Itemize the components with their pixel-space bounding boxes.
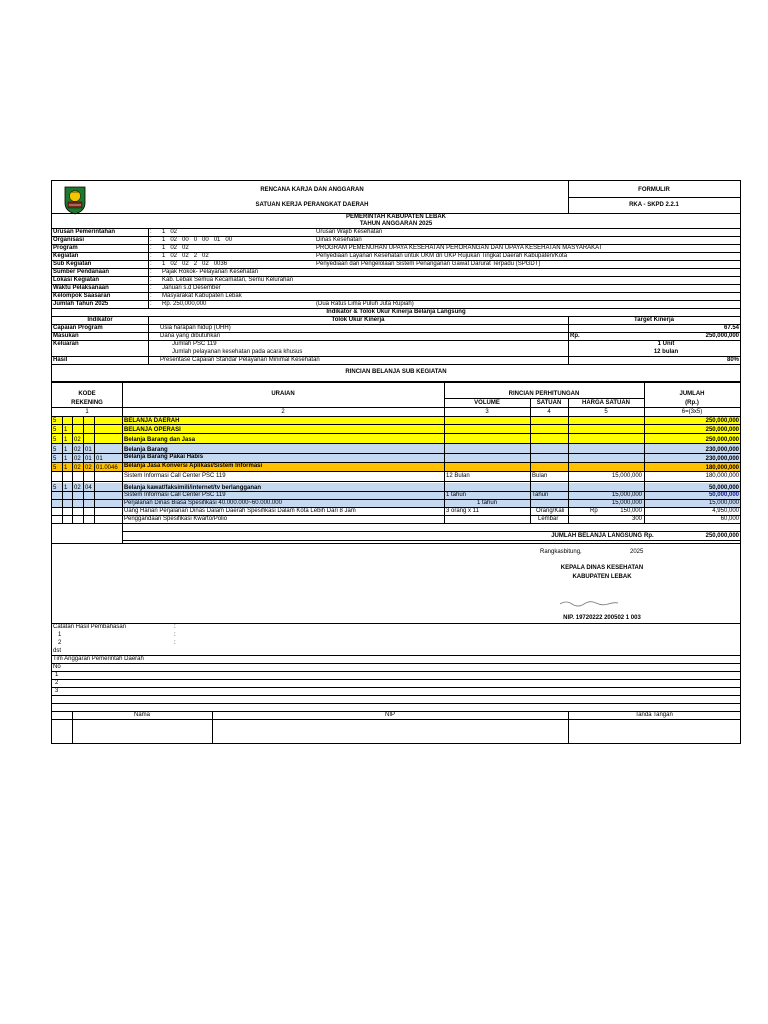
jumlah-cell: 250,000,000: [705, 427, 739, 433]
sign-year: 2025: [630, 549, 644, 555]
catatan-colon: :: [174, 624, 176, 630]
info-colon: :: [150, 285, 152, 291]
jumlah-cell: 50,000,000: [708, 492, 739, 498]
kode-cell: 1: [64, 437, 68, 443]
kinerja-target: 67.54: [723, 325, 739, 331]
head-harga: HARGA SATUAN: [582, 400, 630, 406]
satuan-cell: Bulan: [532, 473, 548, 479]
sign-nip: NIP. 19720222 200502 1 003: [563, 615, 641, 621]
kinerja-tolok: Usia harapan hidup (UHH): [160, 325, 231, 331]
info-desc: PROGRAM PEMENUHAN UPAYA KESEHATAN PERORANGAN DAN UPAYA KESEHATAN MASYARAKAT: [316, 245, 603, 251]
kode-cell: 1: [64, 456, 68, 462]
catatan-item-number: 1: [58, 632, 62, 638]
jumlah-cell: 250,000,000: [705, 418, 739, 424]
kinerja-col-indikator: Indikator: [87, 317, 113, 323]
uraian-cell: BELANJA OPERASI: [124, 427, 181, 433]
catatan-item-number: 2: [58, 640, 62, 646]
info-value: Januari s.d Desember: [162, 285, 221, 291]
kode-cell: 01: [85, 456, 92, 462]
info-value: Kab. Lebak Semua Kecamatan, Semu Kelurahan: [162, 277, 294, 283]
info-code: 1 02 02 2 02: [162, 253, 209, 259]
formulir-code: RKA - SKPD 2.2.1: [629, 202, 679, 208]
kode-cell: 1: [64, 485, 68, 491]
uraian-cell: Perjalanan Dinas Biasa Spesifikasi 40.000.000~60.000.000: [124, 500, 282, 506]
info-label: Sub Kegiatan: [53, 261, 92, 267]
kinerja-target-prefix: Rp.: [570, 333, 580, 339]
tim-row-number: 2: [55, 680, 59, 686]
rka-form-sheet: [51, 180, 741, 744]
num-col: 2: [281, 409, 285, 415]
kode-cell: 5: [53, 456, 57, 462]
uraian-cell: Sistem Informasi Call Center PSC 119: [124, 492, 226, 498]
num-col: 6=(3x5): [681, 409, 703, 415]
formulir-label: FORMULIR: [638, 187, 670, 193]
kode-cell: 02: [74, 437, 81, 443]
sign-position-2: KABUPATEN LEBAK: [572, 574, 632, 580]
kode-cell: 01: [85, 447, 92, 453]
head-kode: KODE: [78, 391, 96, 397]
tahun-anggaran: TAHUN ANGGARAN 2025: [359, 221, 433, 227]
kinerja-target: 1 Unit: [657, 341, 675, 347]
uraian-cell: Belanja Barang Pakai Habis: [124, 454, 204, 460]
kinerja-indikator: Capaian Program: [53, 325, 103, 331]
satuan-cell: Lembar: [538, 516, 559, 522]
catatan-label: Catatan Hasil Pembahasan: [53, 624, 127, 630]
jumlah-cell: 230,000,000: [705, 447, 739, 453]
header-title-line2: SATUAN KERJA PERANGKAT DAERAH: [255, 202, 369, 208]
jumlah-cell: 4,950,000: [712, 508, 739, 514]
tim-row-number: 3: [55, 688, 59, 694]
kode-cell: 5: [53, 418, 57, 424]
uraian-cell: Uang Harian Perjalanan Dinas Dalam Daerah Spesifikasi Dalam Kota Lebih Dari 8 Jam: [124, 508, 356, 514]
kinerja-tolok: Presentase Capaian Standar Pelayanan Minimal Kesehatan: [160, 357, 320, 363]
head-uraian: URAIAN: [271, 391, 295, 397]
jumlah-cell: 15,000,000: [708, 500, 739, 506]
info-label: Organisasi: [53, 237, 85, 243]
satuan-cell: Orang/Kali: [536, 508, 565, 514]
info-code: 1 02: [162, 229, 178, 235]
kode-cell: 02: [85, 465, 92, 471]
uraian-cell: Belanja kawat/faksimili/internet/tv berlangganan: [124, 485, 262, 491]
info-colon: :: [150, 253, 152, 259]
head-rekening: REKENING: [71, 400, 103, 406]
jumlah-cell: 50,000,000: [708, 485, 739, 491]
jumlah-cell: 60,000: [720, 516, 739, 522]
info-colon: :: [150, 301, 152, 307]
tim-no-header: No: [53, 664, 61, 670]
harga-cell: 15,000,000: [611, 500, 642, 506]
pemerintah-title: PEMERINTAH KABUPATEN LEBAK: [346, 214, 446, 220]
info-colon: :: [150, 277, 152, 283]
total-rp: Rp.: [644, 533, 654, 539]
sign-place: Rangkasbitung,: [540, 549, 582, 555]
head-volume: VOLUME: [474, 400, 500, 406]
kode-cell: 1: [64, 447, 68, 453]
volume-cell: 1 tahun: [476, 500, 498, 506]
num-col: 1: [85, 409, 89, 415]
info-code: 1 02 00 0 00 01 00: [162, 237, 233, 243]
kinerja-tolok: Dana yang dibutuhkan: [160, 333, 221, 339]
jumlah-cell: 250,000,000: [705, 437, 739, 443]
uraian-cell: BELANJA DAERAH: [124, 418, 180, 424]
kabupaten-logo-icon: [62, 185, 88, 215]
volume-cell: 3 orang x 11: [446, 508, 479, 514]
kode-cell: 5: [53, 485, 57, 491]
uraian-cell: Sistem Informasi Call Center PSC 119: [124, 473, 226, 479]
kode-cell: 5: [53, 465, 57, 471]
catatan-colon: :: [174, 632, 176, 638]
info-value: Pajak Rokok- Pelayanan Kesehatan: [162, 269, 259, 275]
kode-cell: 02: [74, 456, 81, 462]
signature-scribble: [558, 599, 620, 607]
info-desc: Dinas Kesehatan: [316, 237, 362, 243]
catatan-colon: :: [174, 640, 176, 646]
info-label: Sumber Pendanaan: [53, 269, 110, 275]
tim-row-number: 1: [55, 672, 59, 678]
head-satuan: SATUAN: [536, 400, 562, 406]
info-colon: :: [150, 293, 152, 299]
info-code: 1 02 02: [162, 245, 189, 251]
uraian-cell: Penggandaan Spesifikasi Kwarto/Polio: [124, 516, 228, 522]
info-label: Waktu Pelaksanaan: [53, 285, 109, 291]
col-tanda-tangan: Tanda Tangan: [635, 712, 673, 718]
kode-cell: 01: [96, 456, 103, 462]
info-colon: :: [150, 237, 152, 243]
kinerja-indikator: Masukan: [53, 333, 79, 339]
info-label: Kegiatan: [53, 253, 79, 259]
tim-anggaran-label: Tim Anggaran Pemerintah Daerah: [53, 656, 144, 662]
volume-cell: 1 tahun: [446, 492, 467, 498]
kode-cell: 5: [53, 447, 57, 453]
rincian-title: RINCIAN BELANJA SUB KEGIATAN: [345, 369, 447, 375]
kode-cell: 5: [53, 437, 57, 443]
uraian-cell: Belanja Barang dan Jasa: [124, 437, 196, 443]
catatan-dst: dst: [53, 648, 62, 654]
info-desc: Urusan Wajib Kesehatan: [316, 229, 383, 235]
info-terbilang: (Dua Ratus Lima Puluh Juta Rupiah): [316, 301, 414, 307]
kinerja-target: 80%: [726, 357, 739, 363]
kinerja-tolok: Jumlah pelayanan kesehatan pada acara khusus: [172, 349, 303, 355]
num-col: 5: [604, 409, 608, 415]
kode-cell: 5: [53, 427, 57, 433]
col-nip: NIP: [384, 712, 395, 718]
sign-position-1: KEPALA DINAS KESEHATAN: [560, 565, 644, 571]
kinerja-section-title: Indikator & Tolok Ukur Kinerja Belanja Langsung: [326, 309, 466, 315]
kode-cell: 1: [64, 427, 68, 433]
harga-cell: 15,000,000: [611, 492, 642, 498]
kinerja-col-tolok: Tolok Ukur Kinerja: [331, 317, 385, 323]
head-rp: (Rp.): [685, 400, 699, 406]
jumlah-cell: 230,000,000: [705, 456, 739, 462]
info-label: Program: [53, 245, 78, 251]
kode-cell: 1: [64, 465, 68, 471]
kode-cell: 02: [74, 447, 81, 453]
satuan-cell: Tahun: [532, 492, 549, 498]
info-desc: Penyediaan Layanan Kesehatan untuk UKM dn UKP Rujukan Tingkat Daerah Kabupaten/Kota: [316, 253, 568, 259]
num-col: 3: [485, 409, 489, 415]
info-value: Masyarakat Kabupaten Lebak: [162, 293, 242, 299]
total-value: 250,000,000: [705, 533, 739, 539]
kinerja-tolok: Jumlah PSC 119: [172, 341, 217, 347]
jumlah-cell: 180,000,000: [705, 465, 739, 471]
head-jumlah: JUMLAH: [679, 391, 705, 397]
jumlah-cell: 180,000,000: [705, 473, 739, 479]
kinerja-target: 250,000,000: [705, 333, 739, 339]
info-label: Kelompok Saasaran: [53, 293, 111, 299]
kode-cell: 01.0046: [96, 465, 118, 471]
header-title-line1: RENCANA KARJA DAN ANGGARAN: [260, 187, 364, 193]
kinerja-indikator: Hasil: [53, 357, 68, 363]
kode-cell: 04: [85, 485, 92, 491]
uraian-cell: Belanja Barang: [124, 447, 168, 453]
harga-cell: 300: [631, 516, 642, 522]
kinerja-target: 12 bulan: [653, 349, 679, 355]
info-label: Urusan Pemerintahan: [53, 229, 116, 235]
kode-cell: 02: [74, 485, 81, 491]
info-colon: :: [150, 245, 152, 251]
info-code: 1 02 02 2 02 0036: [162, 261, 228, 267]
info-colon: :: [150, 261, 152, 267]
uraian-cell: Belanja Jasa Konversi Aplikasi/Sistem Informasi: [124, 463, 263, 469]
kinerja-col-target: Target Kinerja: [634, 317, 674, 323]
info-value: Rp. 250,000,000: [162, 301, 207, 307]
harga-cell: 150,000: [620, 508, 642, 514]
harga-cell: 15,000,000: [611, 473, 642, 479]
head-perhitungan: RINCIAN PERHITUNGAN: [508, 391, 580, 397]
info-label: Jumlah Tahun 2025: [53, 301, 109, 307]
num-col: 4: [547, 409, 551, 415]
col-nama: Nama: [133, 712, 150, 718]
info-desc: Penyediaan dan Pengelolaan Sistem Penanganan Gawat Darurat Terpadu (SPGDT): [316, 261, 541, 267]
rp-cell: Rp: [590, 508, 598, 514]
kode-cell: 02: [74, 465, 81, 471]
total-label: JUMLAH BELANJA LANGSUNG: [551, 533, 642, 539]
info-label: Lokasi Kegiatan: [53, 277, 100, 283]
kinerja-indikator: Keluaran: [53, 341, 79, 347]
volume-cell: 12 Bulan: [446, 473, 470, 479]
info-colon: :: [150, 229, 152, 235]
info-colon: :: [150, 269, 152, 275]
